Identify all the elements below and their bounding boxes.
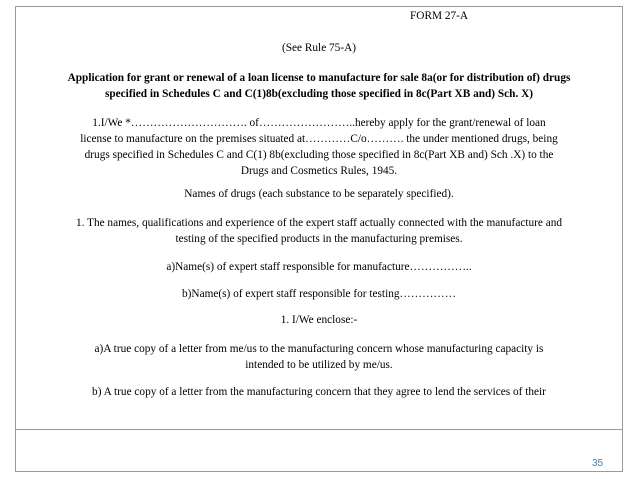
paragraph-line-4: Drugs and Cosmetics Rules, 1945.: [240, 165, 398, 177]
paragraph-line-3: drugs specified in Schedules C and C(1) 8b(excluding those specified in 8c(Part XB and) Sch .X) to the: [84, 149, 554, 161]
enclose-b: b) A true copy of a letter from the manufacturing concern that they agree to lend the services of their: [92, 386, 546, 398]
paragraph-line-2: license to manufacture on the premises situated at…………C/o………. the under mentioned drugs, being: [80, 133, 558, 145]
enclose-a-line-2: intended to be utilized by me/us.: [245, 359, 393, 371]
item1-b: b)Name(s) of expert staff responsible for testing……………: [182, 288, 456, 300]
divider: [15, 429, 623, 430]
item1-a: a)Name(s) of expert staff responsible for manufacture……………..: [166, 261, 472, 273]
rule-reference: (See Rule 75-A): [281, 42, 357, 54]
heading-line-1: Application for grant or renewal of a loan license to manufacture for sale 8a(or for distribution of) drugs: [67, 72, 571, 84]
names-of-drugs: Names of drugs (each substance to be separately specified).: [184, 188, 454, 200]
enclose-heading: 1. I/We enclose:-: [280, 314, 358, 326]
page-number: 35: [592, 458, 604, 469]
item1-line-2: testing of the specified products in the manufacturing premises.: [175, 233, 463, 245]
item1-line-1: 1. The names, qualifications and experience of the expert staff actually connected with the manufacture and: [75, 217, 563, 229]
paragraph-line-1: 1.I/We *…………………………. of……………………..hereby apply for the grant/renewal of loan: [92, 117, 546, 129]
heading-line-2: specified in Schedules C and C(1)8b(excluding those specified in 8c(Part XB and) Sch. X): [104, 88, 534, 100]
form-title: FORM 27-A: [410, 10, 469, 22]
enclose-a-line-1: a)A true copy of a letter from me/us to the manufacturing concern whose manufacturing capacity is: [94, 343, 544, 355]
